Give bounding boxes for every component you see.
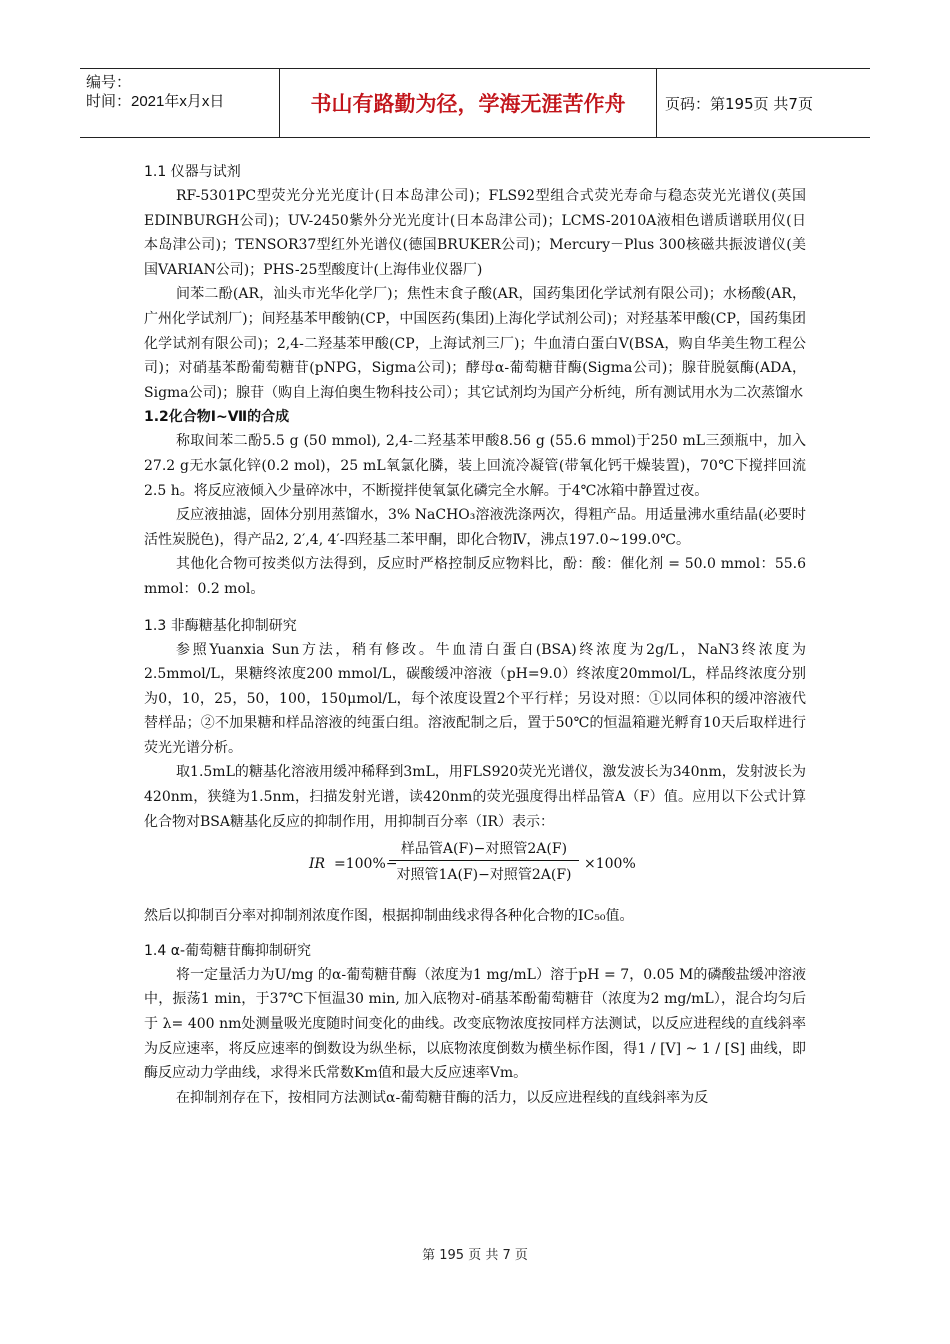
paragraph-synthesis-3: 其他化合物可按类似方法得到，反应时严格控制反应物料比，酚：酸：催化剂 = 50.0 mmol：55.6 mmol：0.2 mol。 bbox=[144, 556, 806, 597]
paragraph-glucosidase-1: 将一定量活力为U/mg 的α-葡萄糖苷酶（浓度为1 mg/mL）溶于pH = 7，0.05 M的磷酸盐缓冲溶液中，振荡1 min，于37℃下恒温30 min, 加入底物对-硝基苯酚葡萄糖苷（浓度为2 mg/mL），混合均匀后于 λ= 400 nm处测量吸光度随时间变化的曲线。改变底物浓度按同样方法测试，以反应进程线的直线斜率为反应速率，将反应速率的倒数设为纵坐标，以底物浓度倒数为横坐标作图，得1 / [V] ~ 1 / [S] 曲线，即酶反应动力学曲线，求得米氏常数Km值和最大反应速率Vm。 bbox=[144, 966, 806, 1082]
paragraph-instruments: RF-5301PC型荧光分光光度计(日本岛津公司)；FLS92型组合式荧光寿命与稳态荧光光谱仪(英国EDINBURGH公司)；UV-2450紫外分光光度计(日本岛津公司)；LCMS-2010A液相色谱质谱联用仪(日本岛津公司)；TENSOR37型红外光谱仪(德国BRUKER公司)；Mercury－Plus 300核磁共振波谱仪(美国VARIAN公司)；PHS-25型酸度计(上海伟业仪器厂) bbox=[144, 188, 806, 278]
formula-fraction bbox=[389, 838, 579, 884]
page-footer: 第 195 页 共 7 页 bbox=[422, 1248, 528, 1263]
section-heading-1-2: 1.2化合物Ⅰ~Ⅶ的合成 bbox=[144, 409, 290, 426]
paragraph-glycation-1: 参照Yuanxia Sun方法，稍有修改。牛血清白蛋白(BSA)终浓度为2g/L，NaN3终浓度为2.5mmol/L，果糖终浓度200 mmol/L，碳酸缓冲溶液（pH=9.0）终浓度20mmol/L，样品终浓度分别为0，10，25，50，100，150μmol/L，每个浓度设置2个平行样；另设对照：①以同体积的缓冲溶液代替样品；②不加果糖和样品溶液的纯蛋白组。溶液配制之后，置于50℃的恒温箱避光孵育10天后取样进行荧光光谱分析。 bbox=[144, 641, 806, 756]
page-label: 页码：第195页 共7页 bbox=[665, 94, 813, 113]
paragraph-glycation-3: 然后以抑制百分率对抑制剂浓度作图，根据抑制曲线求得各种化合物的IC₅₀值。 bbox=[144, 908, 634, 925]
header-table bbox=[80, 68, 870, 138]
formula-equals: =100%− bbox=[334, 856, 398, 873]
section-heading-1-3: 1.3 非酶糖基化抑制研究 bbox=[144, 617, 297, 634]
formula-denominator: 对照管1A(F)−对照管2A(F) bbox=[396, 867, 572, 884]
paragraph-synthesis-1: 称取间苯二酚5.5 g (50 mmol), 2,4-二羟基苯甲酸8.56 g (55.6 mmol)于250 mL三颈瓶中，加入27.2 g无水氯化锌(0.2 mol)，25 mL氧氯化膦，装上回流冷凝管(带氧化钙干燥装置)，70℃下搅拌回流2.5 h。将反应液倾入少量碎冰中，不断搅拌使氧氯化磷完全水解。于4℃冰箱中静置过夜。 bbox=[144, 433, 806, 499]
motto: 书山有路勤为径，学海无涯苦作舟 bbox=[280, 69, 657, 137]
inhibition-formula bbox=[144, 838, 806, 896]
paragraph-glucosidase-2: 在抑制剂存在下，按相同方法测试α-葡萄糖苷酶的活力，以反应进程线的直线斜率为反 bbox=[176, 1089, 709, 1106]
formula-tail: ×100% bbox=[584, 856, 636, 873]
paragraph-glycation-2: 取1.5mL的糖基化溶液用缓冲稀释到3mL，用FLS920荧光光谱仪，激发波长为340nm，发射波长为420nm，狭缝为1.5nm，扫描发射光谱，读420nm的荧光强度得出样品管A（F）值。应用以下公式计算化合物对BSA糖基化反应的抑制作用，用抑制百分率（IR）表示： bbox=[144, 764, 806, 830]
section-heading-1-1: 1.1 仪器与试剂 bbox=[144, 164, 241, 180]
paragraph-reagents: 间苯二酚(AR，汕头市光华化学厂)；焦性末食子酸(AR，国药集团化学试剂有限公司)；水杨酸(AR，广州化学试剂厂)；间羟基苯甲酸钠(CP，中国医药(集团)上海化学试剂公司)；对羟基苯甲酸(CP，国药集团化学试剂有限公司)；2,4-二羟基苯甲酸(CP，上海试剂三厂)；牛血清白蛋白V(BSA，购自华美生物工程公司)；对硝基苯酚葡萄糖苷(pNPG，Sigma公司)；酵母α-葡萄糖苷酶(Sigma公司)；腺苷脱氨酶(ADA，Sigma公司)；腺苷（购自上海伯奥生物科技公司）；其它试剂均为国产分析纯，所有测试用水为二次蒸馏水 bbox=[144, 286, 806, 401]
formula-numerator: 样品管A(F)−对照管2A(F) bbox=[389, 838, 579, 861]
date-label: 时间：2021年x月x日 bbox=[86, 93, 225, 110]
article-body bbox=[144, 160, 806, 1110]
number-label: 编号： bbox=[86, 74, 132, 91]
paragraph-synthesis-2: 反应液抽滤，固体分别用蒸馏水，3% NaCHO₃溶液洗涤两次，得粗产品。用适量沸水重结晶(必要时活性炭脱色)，得产品2, 2′,4, 4′-四羟基二苯甲酮，即化合物Ⅳ，沸点197.0~199.0℃。 bbox=[144, 507, 806, 548]
header-meta-cell bbox=[80, 69, 280, 137]
formula-lhs: IR bbox=[309, 856, 326, 873]
section-heading-1-4: 1.4 α-葡萄糖苷酶抑制研究 bbox=[144, 942, 311, 959]
